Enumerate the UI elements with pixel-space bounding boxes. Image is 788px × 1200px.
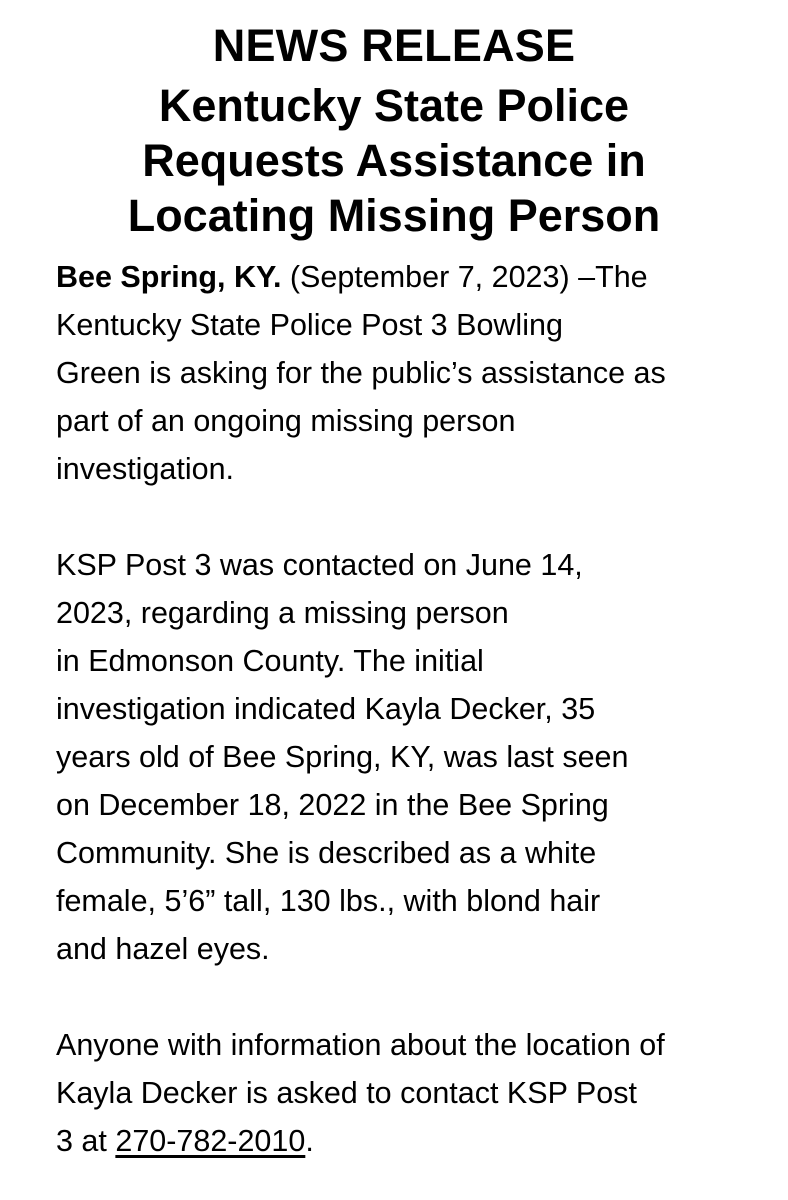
contact-line: Anyone with information about the location of — [56, 1028, 665, 1062]
headline-line: Kentucky State Police — [158, 80, 630, 131]
details-line: years old of Bee Spring, KY, was last seen — [56, 740, 629, 774]
intro-line — [56, 253, 758, 301]
details-line: on December 18, 2022 in the Bee Spring — [56, 788, 609, 822]
release-date: (September 7, 2023) –The — [281, 260, 648, 294]
news-release-label: NEWS RELEASE — [212, 20, 576, 71]
headline — [0, 78, 788, 243]
headline-line: Locating Missing Person — [127, 190, 661, 241]
details-line: 2023, regarding a missing person — [56, 596, 509, 630]
intro-paragraph — [56, 253, 758, 493]
contact-suffix: . — [305, 1124, 314, 1158]
dateline: Bee Spring, KY. — [56, 260, 282, 294]
intro-line: Green is asking for the public’s assistance as — [56, 356, 666, 390]
details-paragraph — [56, 541, 758, 973]
intro-line: Kentucky State Police Post 3 Bowling — [56, 308, 563, 342]
details-line: Community. She is described as a white — [56, 836, 597, 870]
details-line: investigation indicated Kayla Decker, 35 — [56, 692, 596, 726]
phone-number-link[interactable]: 270-782-2010 — [115, 1124, 306, 1158]
details-line: KSP Post 3 was contacted on June 14, — [56, 548, 583, 582]
contact-line: Kayla Decker is asked to contact KSP Post — [56, 1076, 637, 1110]
contact-prefix: 3 at — [56, 1124, 116, 1158]
contact-line — [56, 1117, 758, 1165]
intro-line: part of an ongoing missing person — [56, 404, 516, 438]
details-line: female, 5’6” tall, 130 lbs., with blond hair — [56, 884, 601, 918]
contact-paragraph — [56, 1021, 758, 1165]
details-line: and hazel eyes. — [56, 932, 270, 966]
details-line: in Edmonson County. The initial — [56, 644, 484, 678]
headline-line: Requests Assistance in — [142, 135, 646, 186]
intro-line: investigation. — [56, 452, 235, 486]
